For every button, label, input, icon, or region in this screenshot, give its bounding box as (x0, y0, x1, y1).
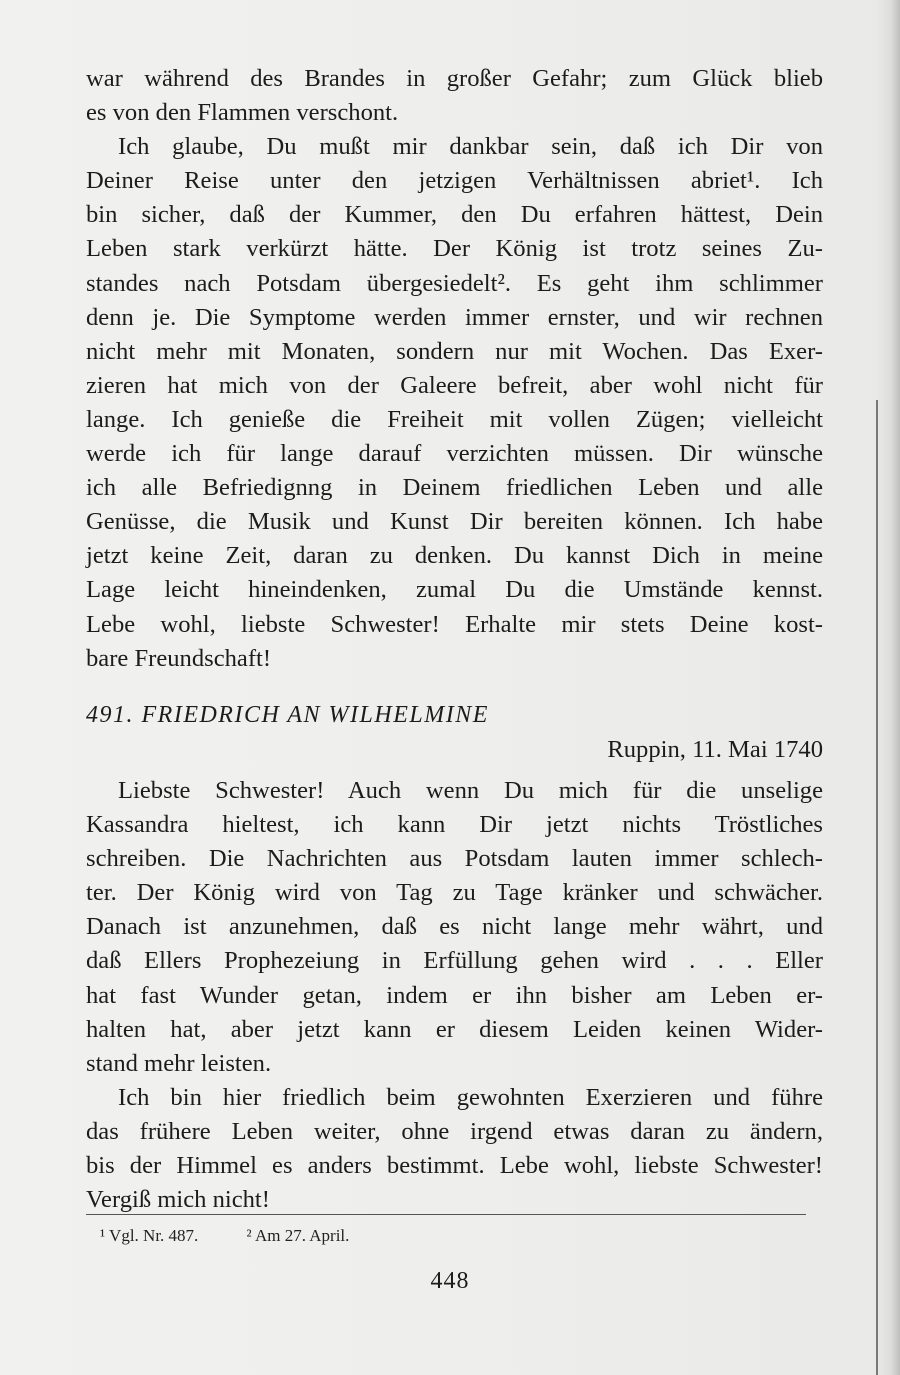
page-edge-shadow (876, 0, 900, 1375)
text-line: Lebe wohl, liebste Schwester! Erhalte mir stets Deine kost- (86, 610, 823, 638)
page-edge-line (876, 400, 878, 1375)
text-line: werde ich für lange darauf verzichten müssen. Dir wünsche (86, 440, 823, 468)
text-line: hat fast Wunder getan, indem er ihn bisher am Leben er- (86, 981, 823, 1009)
footnote-1: ¹ Vgl. Nr. 487. (100, 1226, 199, 1245)
page-number: 448 (430, 1268, 470, 1294)
text-line: bis der Himmel es anders bestimmt. Lebe wohl, liebste Schwester! (86, 1152, 823, 1180)
text-line: Ich glaube, Du mußt mir dankbar sein, daß ich Dir von (118, 133, 823, 161)
text-line: denn je. Die Symptome werden immer ernster, und wir rechnen (86, 303, 823, 331)
footnote-2: ² Am 27. April. (246, 1226, 350, 1245)
text-line: Ich bin hier friedlich beim gewohnten Exerzieren und führe (118, 1083, 823, 1111)
text-line: bare Freundschaft! (86, 644, 272, 672)
text-line: Genüsse, die Musik und Kunst Dir bereiten können. Ich habe (86, 508, 823, 536)
letter-continuation (86, 62, 823, 676)
text-line: jetzt keine Zeit, daran zu denken. Du kannst Dich in meine (86, 542, 823, 570)
text-line: halten hat, aber jetzt kann er diesem Leiden keinen Wider- (86, 1015, 823, 1043)
text-line: Lage leicht hineindenken, zumal Du die Umstände kennst. (86, 576, 823, 604)
text-line: zieren hat mich von der Galeere befreit, aber wohl nicht für (86, 371, 823, 399)
letter-dateline: Ruppin, 11. Mai 1740 (607, 736, 823, 763)
text-line: Danach ist anzunehmen, daß es nicht lange mehr währt, und (86, 913, 823, 941)
text-line: ich alle Befriedignng in Deinem friedlichen Leben und alle (86, 474, 823, 502)
text-line: das frühere Leben weiter, ohne irgend etwas daran zu ändern, (86, 1117, 823, 1145)
text-line: daß Ellers Prophezeiung in Erfüllung gehen wird . . . Eller (86, 947, 823, 975)
paragraph-4 (86, 1081, 823, 1217)
text-line: Deiner Reise unter den jetzigen Verhältnissen abriet¹. Ich (86, 167, 823, 195)
text-line: ter. Der König wird von Tag zu Tage kränker und schwächer. (86, 879, 823, 907)
text-line: Liebste Schwester! Auch wenn Du mich für die unselige (118, 777, 823, 804)
paragraph-2 (86, 130, 823, 676)
text-line: es von den Flammen verschont. (86, 99, 399, 127)
letter-body (86, 774, 823, 1217)
text-line: stand mehr leisten. (86, 1049, 272, 1077)
text-line: standes nach Potsdam übergesiedelt². Es geht ihm schlimmer (86, 269, 823, 297)
text-line: lange. Ich genieße die Freiheit mit vollen Zügen; vielleicht (86, 405, 823, 433)
text-line: war während des Brandes in großer Gefahr; zum Glück blieb (86, 65, 823, 92)
text-line: Leben stark verkürzt hätte. Der König ist trotz seines Zu- (86, 235, 823, 263)
text-line: Vergiß mich nicht! (86, 1186, 270, 1214)
paragraph-1 (86, 62, 823, 130)
text-line: bin sicher, daß der Kummer, den Du erfahren hättest, Dein (86, 201, 823, 229)
letter-heading: 491. FRIEDRICH AN WILHELMINE (86, 702, 489, 728)
footnotes (100, 1226, 393, 1246)
text-line: nicht mehr mit Monaten, sondern nur mit Wochen. Das Exer- (86, 337, 823, 365)
text-line: schreiben. Die Nachrichten aus Potsdam lauten immer schlech- (86, 845, 823, 873)
footnote-divider (86, 1214, 806, 1215)
paragraph-3 (86, 774, 823, 1081)
text-line: Kassandra hieltest, ich kann Dir jetzt nichts Tröstliches (86, 811, 823, 839)
